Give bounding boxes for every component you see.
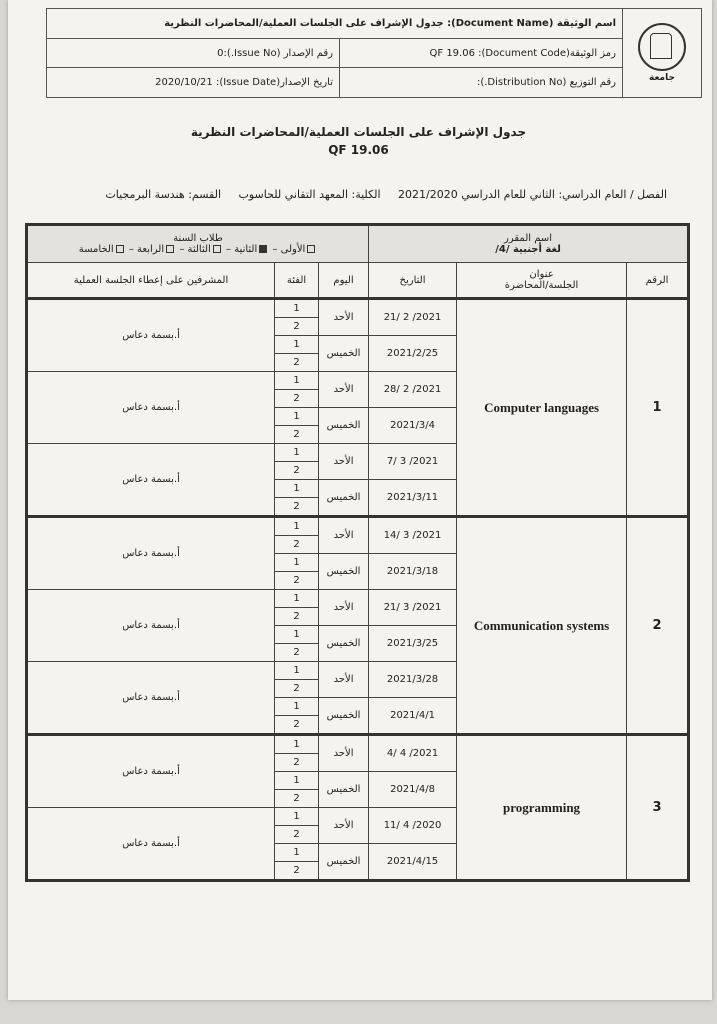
department-info: القسم: هندسة البرمجيات [105, 188, 222, 201]
supervisor-name: أ.بسمة دعاس [27, 517, 275, 590]
page-title: جدول الإشراف على الجلسات العملية/المحاضرات النظرية [190, 125, 527, 139]
logo-emblem-icon [638, 23, 686, 71]
student-year-options: الأولى – الثانية – الثالثة – الرابعة – الخامسة [28, 244, 368, 255]
header-date: التاريخ [369, 263, 457, 299]
session-date: 2021/ 3 /21 [369, 590, 457, 626]
session-date: 2021/3/18 [369, 554, 457, 590]
header-day: اليوم [319, 263, 369, 299]
document-header [46, 8, 702, 98]
column-header-row [27, 263, 689, 299]
session-day: الأحد [319, 662, 369, 698]
group-number: 1 [275, 662, 319, 680]
header-num: الرقم [627, 263, 689, 299]
group-number: 2 [275, 680, 319, 698]
schedule-table [25, 223, 690, 882]
year-option-label: الثانية [234, 244, 258, 255]
session-title: Computer languages [457, 299, 627, 517]
group-number: 2 [275, 498, 319, 517]
group-number: 1 [275, 336, 319, 354]
group-number: 1 [275, 299, 319, 318]
session-day: الخميس [319, 626, 369, 662]
header-title-line1: عنوان [529, 269, 554, 280]
session-day: الخميس [319, 480, 369, 517]
session-day: الأحد [319, 590, 369, 626]
session-day: الأحد [319, 808, 369, 844]
supervisor-name: أ.بسمة دعاس [27, 590, 275, 662]
supervisor-name: أ.بسمة دعاس [27, 662, 275, 735]
group-number: 2 [275, 716, 319, 735]
session-day: الأحد [319, 735, 369, 772]
supervisor-name: أ.بسمة دعاس [27, 299, 275, 372]
course-name-label: اسم المقرر [504, 233, 553, 244]
session-day: الأحد [319, 372, 369, 408]
session-number: 1 [627, 299, 689, 517]
distribution-no: رقم التوزيع (Distribution No.): [339, 68, 622, 97]
group-number: 2 [275, 318, 319, 336]
session-day: الخميس [319, 336, 369, 372]
year-option-label: الخامسة [78, 244, 114, 255]
session-day: الخميس [319, 844, 369, 881]
supervisor-name: أ.بسمة دعاس [27, 808, 275, 881]
group-number: 2 [275, 826, 319, 844]
student-year-cell [27, 225, 369, 263]
course-name-value: لغة أجنبية /4/ [495, 244, 561, 255]
group-number: 1 [275, 772, 319, 790]
session-date: 2021/ 4 /4 [369, 735, 457, 772]
group-number: 2 [275, 390, 319, 408]
year-option-label: الثالثة [187, 244, 211, 255]
page-code: QF 19.06 [328, 143, 389, 157]
session-date: 2021/3/4 [369, 408, 457, 444]
group-number: 1 [275, 590, 319, 608]
header-fields [47, 9, 622, 97]
info-line [91, 188, 667, 201]
header-title-line2: الجلسة/المحاضرة [504, 280, 579, 291]
student-year-label: طلاب السنة [173, 233, 223, 244]
group-number: 2 [275, 790, 319, 808]
supervisor-name: أ.بسمة دعاس [27, 735, 275, 808]
college-info: الكلية: المعهد التقاني للحاسوب [238, 188, 381, 201]
issue-date: تاريخ الإصدار(Issue Date): 2020/10/21 [155, 77, 333, 89]
group-number: 2 [275, 572, 319, 590]
university-logo [622, 9, 701, 97]
group-number: 2 [275, 426, 319, 444]
group-number: 1 [275, 844, 319, 862]
year-checkbox[interactable] [213, 245, 221, 253]
group-number: 2 [275, 862, 319, 881]
session-date: 2021/3/25 [369, 626, 457, 662]
course-name-cell [369, 225, 689, 263]
session-date: 2021/3/28 [369, 662, 457, 698]
group-number: 2 [275, 354, 319, 372]
group-number: 1 [275, 698, 319, 716]
semester-info: الفصل / العام الدراسي: الثاني للعام الدراسي 2021/2020 [398, 188, 667, 201]
group-number: 1 [275, 408, 319, 426]
supervisor-name: أ.بسمة دعاس [27, 372, 275, 444]
group-number: 2 [275, 462, 319, 480]
header-supervisors: المشرفين على إعطاء الجلسة العملية [27, 263, 275, 299]
year-checkbox[interactable] [166, 245, 174, 253]
doc-code: رمز الوثيقة(Document Code): QF 19.06 [339, 39, 622, 68]
course-info-row [27, 225, 689, 263]
session-date: 2021/ 3 /7 [369, 444, 457, 480]
year-option-label: الأولى [280, 244, 306, 255]
session-date: 2021/4/15 [369, 844, 457, 881]
issue-no: رقم الإصدار (Issue No.):0 [217, 47, 333, 59]
session-day: الخميس [319, 554, 369, 590]
year-checkbox[interactable] [307, 245, 315, 253]
logo-text: جامعة [649, 73, 675, 83]
session-date: 2021/ 2 /21 [369, 299, 457, 336]
group-number: 1 [275, 372, 319, 390]
session-day: الخميس [319, 772, 369, 808]
year-option-label: الرابعة [137, 244, 165, 255]
group-number: 1 [275, 517, 319, 536]
session-title: programming [457, 735, 627, 881]
session-day: الأحد [319, 299, 369, 336]
group-number: 1 [275, 480, 319, 498]
session-day: الخميس [319, 698, 369, 735]
group-number: 1 [275, 735, 319, 754]
session-number: 2 [627, 517, 689, 735]
group-number: 2 [275, 608, 319, 626]
group-number: 1 [275, 444, 319, 462]
session-date: 2021/ 2 /28 [369, 372, 457, 408]
session-date: 2020/ 4 /11 [369, 808, 457, 844]
header-group: الفئة [275, 263, 319, 299]
session-day: الأحد [319, 444, 369, 480]
group-number: 2 [275, 536, 319, 554]
session-day: الخميس [319, 408, 369, 444]
session-row [27, 517, 689, 536]
supervisor-name: أ.بسمة دعاس [27, 444, 275, 517]
session-number: 3 [627, 735, 689, 881]
session-date: 2021/3/11 [369, 480, 457, 517]
year-checkbox[interactable] [259, 245, 267, 253]
session-date: 2021/4/1 [369, 698, 457, 735]
session-row [27, 735, 689, 754]
group-number: 1 [275, 626, 319, 644]
session-day: الأحد [319, 517, 369, 554]
group-number: 1 [275, 808, 319, 826]
session-date: 2021/2/25 [369, 336, 457, 372]
session-title: Communication systems [457, 517, 627, 735]
header-title [457, 263, 627, 299]
group-number: 2 [275, 754, 319, 772]
group-number: 1 [275, 554, 319, 572]
doc-name: اسم الوثيقة (Document Name): جدول الإشراف على الجلسات العملية/المحاضرات النظرية [164, 17, 616, 29]
session-date: 2021/ 3 /14 [369, 517, 457, 554]
year-checkbox[interactable] [116, 245, 124, 253]
group-number: 2 [275, 644, 319, 662]
session-row [27, 299, 689, 318]
session-date: 2021/4/8 [369, 772, 457, 808]
